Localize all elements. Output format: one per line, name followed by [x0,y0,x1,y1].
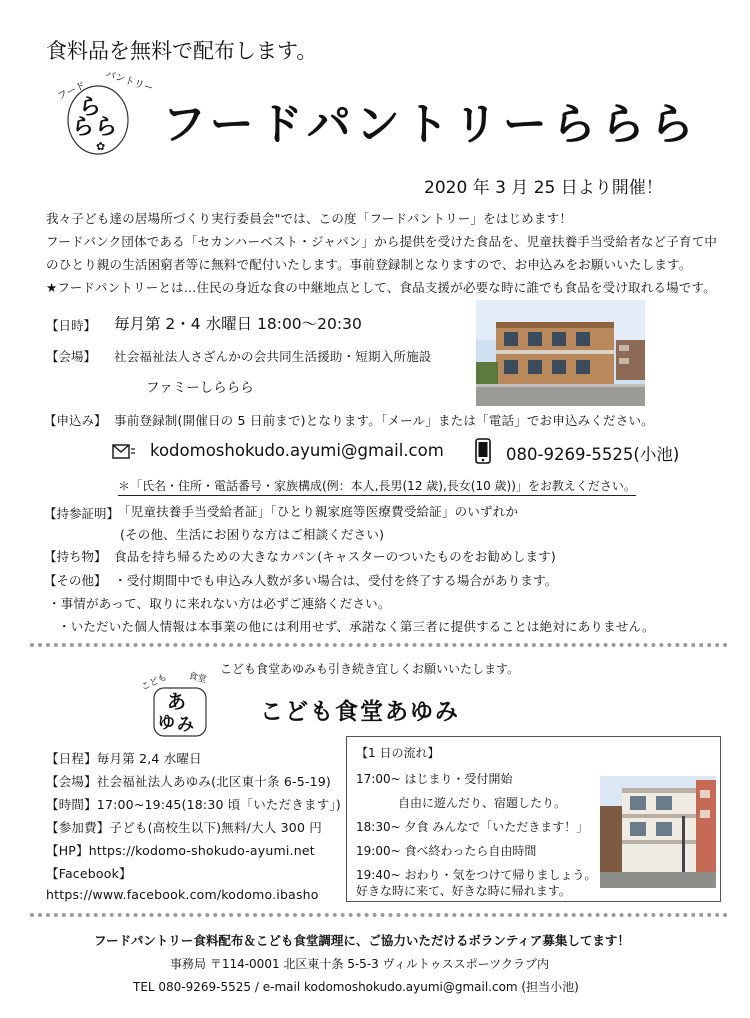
dotted-divider-1 [30,643,728,647]
flow-step-1: 17:00~ はじまり・受付開始 [356,772,513,786]
svg-text:み: み [177,715,194,735]
start-date: 2020 年 3 月 25 日より開催！ [424,178,663,198]
kodomo-title: こども食堂あゆみ [260,699,460,725]
flow-note: 好きな時に来て、好きな時に帰れます。 [356,884,571,898]
ayumi-logo-graphic [140,668,220,740]
intro-line-1: 我々子ども達の居場所づくり実行委員会"では、この度「フードパントリー」をはじめます！ [46,211,573,226]
office-address: 事務局 〒114-0001 北区東十条 5-5-3 ヴィルトゥススポーツクラブ内 [170,957,549,971]
pantry-building-photo [476,300,645,406]
pantry-logo-graphic [52,68,152,160]
svg-text:ら: ら [72,115,95,140]
svg-text:あ: あ [167,691,187,713]
apply-label: 【申込み】 [44,413,107,428]
svg-text:ゆ: ゆ [158,713,175,733]
certificate-label: 【持参証明】 [44,506,120,521]
other-line-3: ・いただいた個人情報は本事業の他には利用せず、承諾なく第三者に提供することは絶対にありません。 [58,619,655,634]
daily-flow-title: 【1 日の流れ】 [356,746,440,760]
intro-line-2: フードバンク団体である「セカンハーベスト・ジャパン」から提供を受けた食品を、児童扶養手当受給者など子育て中 [46,234,718,249]
belongings-label: 【持ち物】 [44,549,107,564]
svg-text:ら: ら [79,95,102,120]
svg-text:フード: フード [55,80,88,103]
flow-step-1-detail: 自由に遊んだり、宿題したり。 [398,796,567,810]
belongings-value: 食品を持ち帰るための大きなカバン(キャスターのついたものをお勧めします) [114,549,556,564]
kodomo-facebook-label: 【Facebook】 [46,866,132,881]
venue-facility: ファミーしららら [146,380,254,396]
volunteer-recruit: フードパントリー食料配布＆こども食堂調理に、ご協力いただけるボランティア募集してます！ [94,933,630,948]
kodomo-intro: こども食堂あゆみも引き続き宜しくお願いいたします。 [220,662,520,676]
datetime-value: 毎月第 2・4 水曜日 18:00～20:30 [114,315,362,333]
kodomo-building-photo [600,776,716,888]
svg-text:パントリー: パントリー [103,68,152,95]
certificate-value: 「児童扶養手当受給者証」「ひとり親家庭等医療費受給証」のいずれか [118,504,519,519]
ayumi-logo [140,668,220,740]
intro-line-4: ★フードパントリーとは…住民の身近な食の中継地点として、食品支援が必要な時に誰でも食品を受け取れる場です。 [46,280,716,295]
apply-note: ＊「氏名・住所・電話番号・家族構成(例：本人,長男(12 歳),長女(10 歳))」をお教えください。 [118,477,636,496]
other-line-1: ・受付期間中でも申込み人数が多い場合は、受付を終了する場合があります。 [114,573,558,588]
svg-text:食堂: 食堂 [187,671,208,686]
svg-text:こども: こども [140,672,169,693]
kodomo-venue: 【会場】社会福祉法人あゆみ(北区東十条 6-5-19) [46,774,331,789]
flow-step-3: 19:00~ 食べ終わったら自由時間 [356,844,537,858]
svg-text:✿: ✿ [96,140,106,153]
kodomo-homepage[interactable]: 【HP】https://kodomo-shokudo-ayumi.net [46,843,315,858]
contact-line: TEL 080-9269-5525 / e-mail kodomoshokudo.ayumi@gmail.com (担当小池) [133,980,579,994]
datetime-label: 【日時】 [46,318,97,333]
kodomo-schedule: 【日程】毎月第 2,4 水曜日 [46,751,202,766]
venue-value: 社会福祉法人さざんかの会共同生活援助・短期入所施設 [114,349,432,364]
pantry-title: フードパントリーららら [162,99,699,150]
pantry-logo [52,68,152,160]
apply-value: 事前登録制(開催日の 5 日前まで)となります。「メール」または「電話」でお申込みください。 [114,413,654,428]
svg-text:ら: ら [95,115,118,140]
kodomo-facebook-url[interactable]: https://www.facebook.com/kodomo.ibasho [46,887,319,902]
other-label: 【その他】 [44,573,107,588]
dotted-divider-2 [30,913,728,917]
flow-step-2: 18:30~ 夕食 みんなで「いただきます！」 [356,820,589,834]
smartphone-icon [474,438,492,468]
envelope-icon [112,444,136,464]
intro-line-3: のひとり親の生活困窮者等に無料で配付いたします。事前登録制となりますので、お申込みをお願いいたします。 [46,257,692,272]
email-address[interactable]: kodomoshokudo.ayumi@gmail.com [150,441,444,460]
phone-number[interactable]: 080-9269-5525(小池) [506,445,680,464]
kodomo-fee: 【参加費】子ども(高校生以下)無料/大人 300 円 [46,820,322,835]
venue-label: 【会場】 [46,349,97,364]
flow-step-4: 19:40~ おわり・気をつけて帰りましょう。 [356,868,597,882]
certificate-note: (その他、生活にお困りな方はご相談ください) [120,527,385,542]
tagline: 食料品を無料で配布します。 [46,39,318,63]
other-line-2: ・事情があって、取りに来れない方は必ずご連絡ください。 [48,596,391,611]
kodomo-time: 【時間】17:00~19:45(18:30 頃「いただきます」) [46,797,341,812]
